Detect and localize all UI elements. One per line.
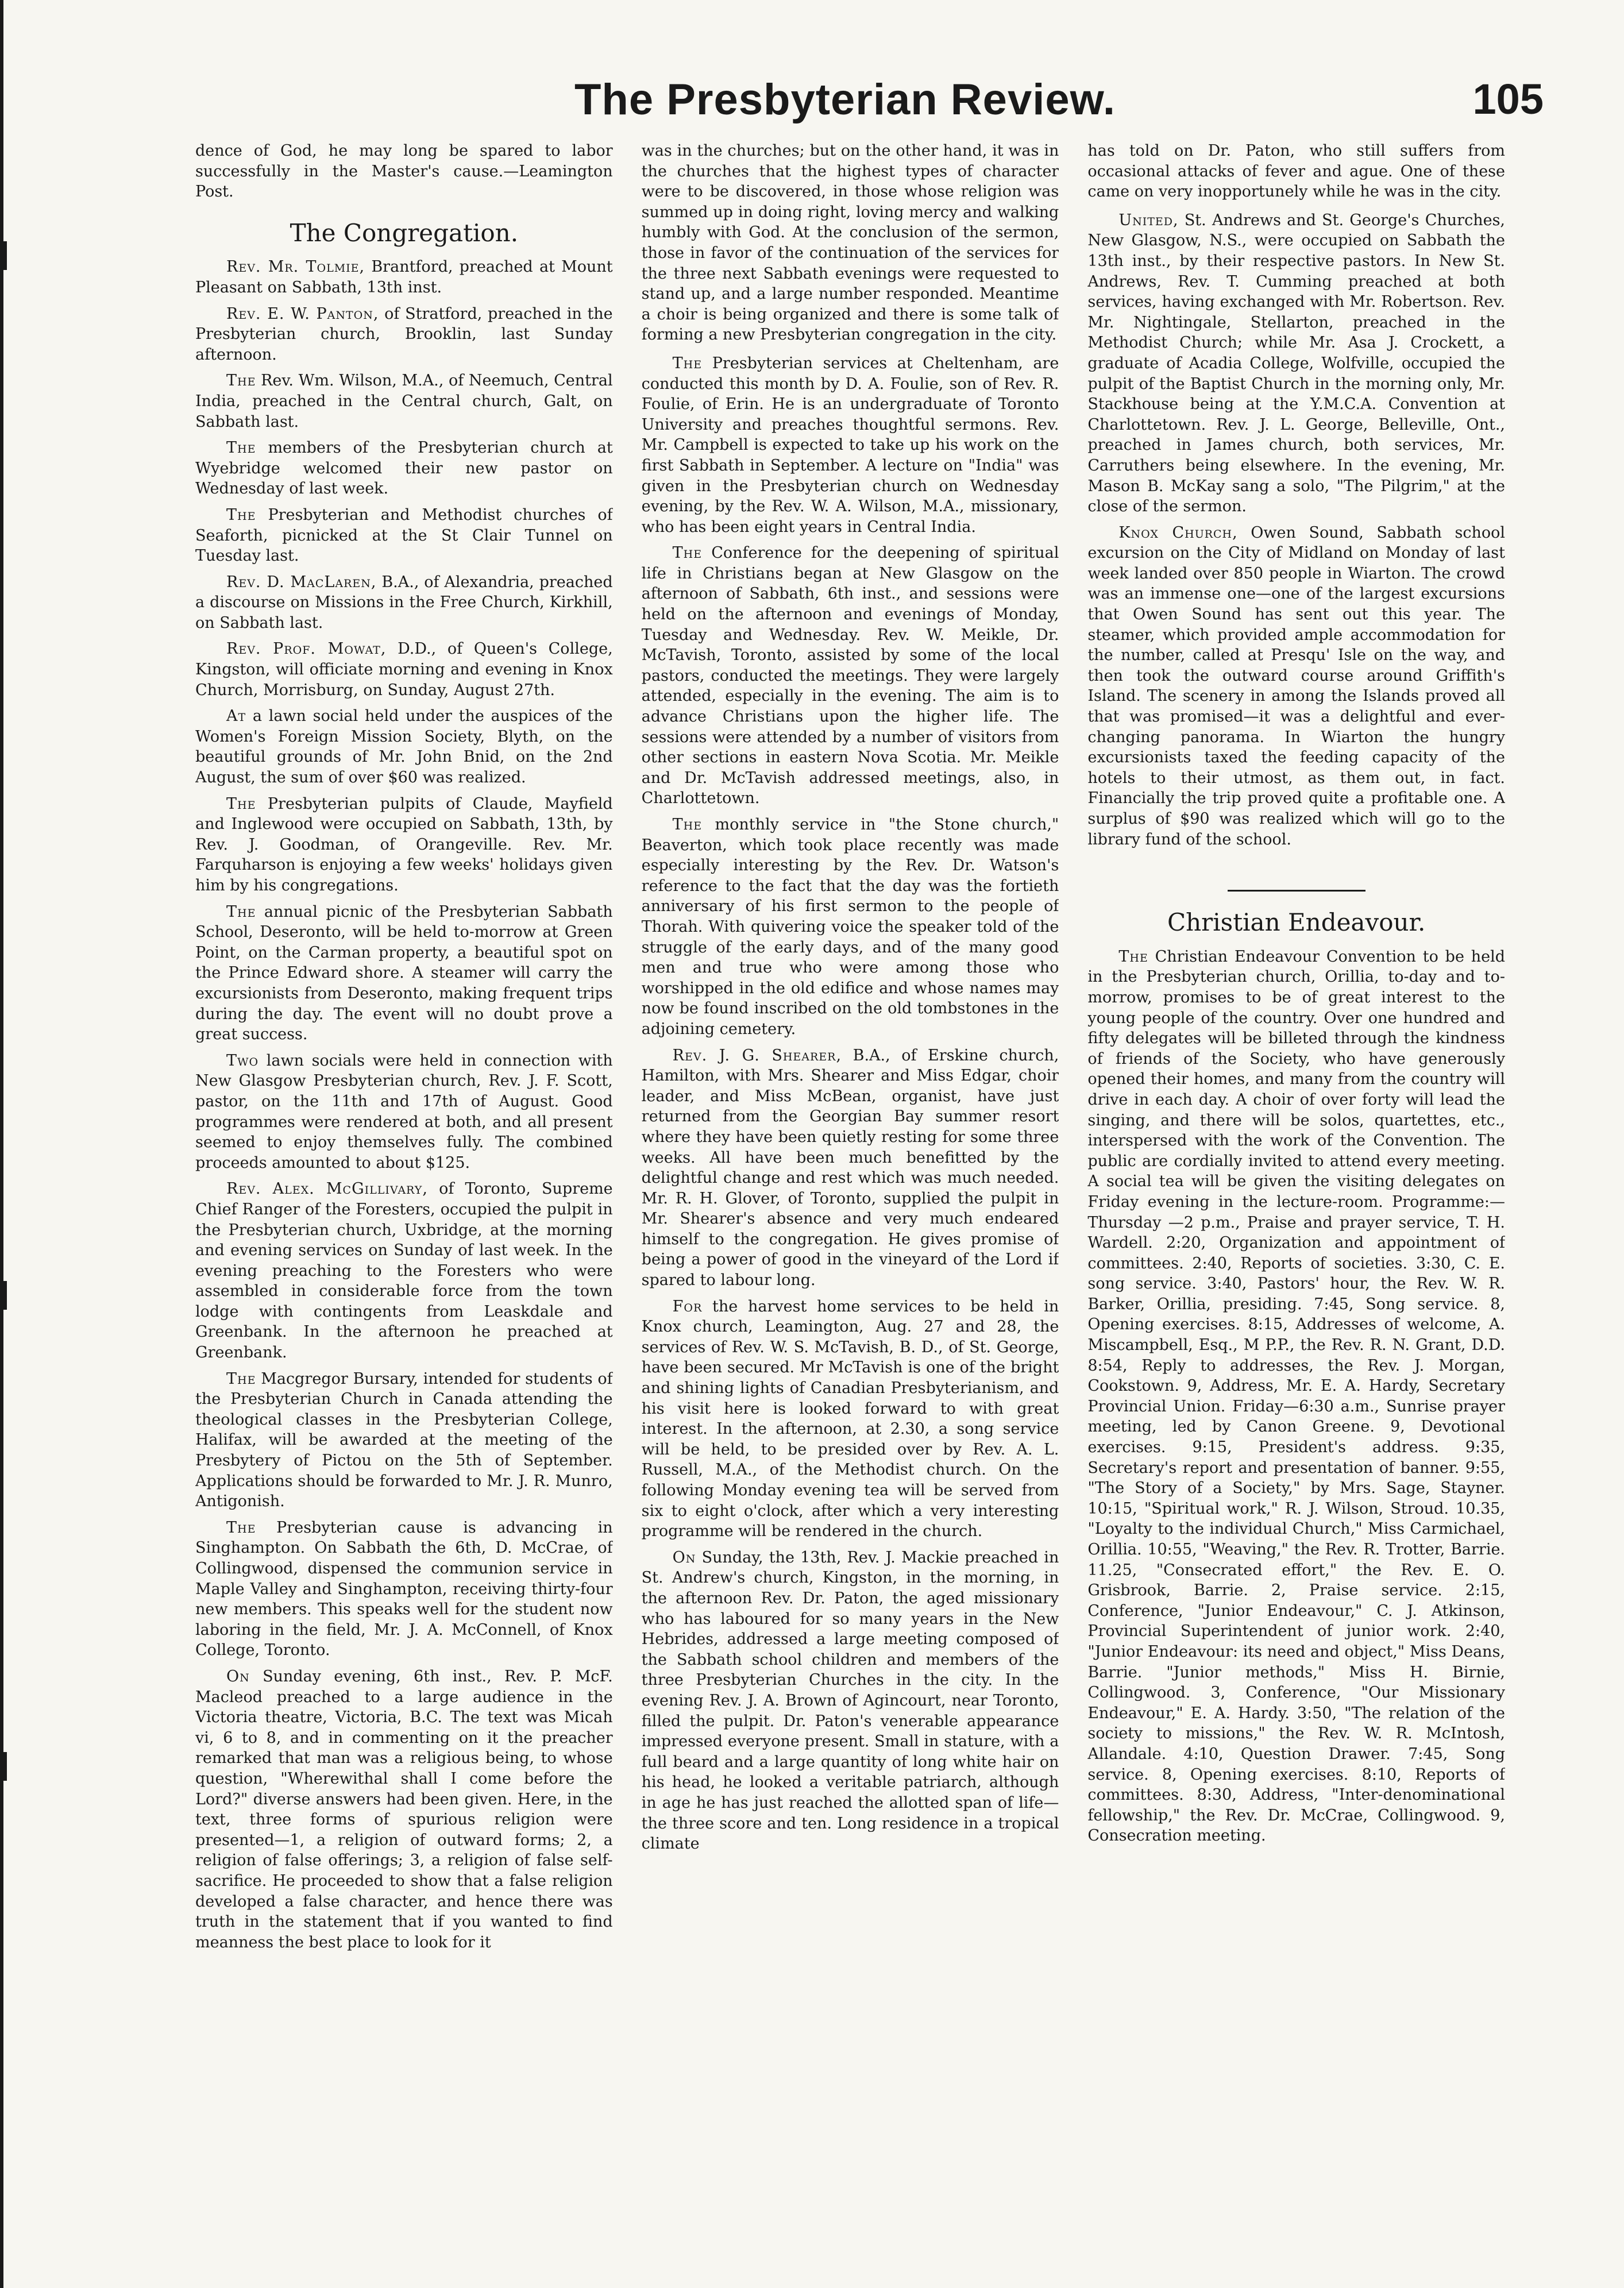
news-item-lead: The	[672, 816, 703, 834]
news-item	[195, 639, 613, 700]
section-divider	[1228, 890, 1365, 892]
news-item	[195, 1369, 613, 1512]
news-item	[195, 257, 613, 298]
news-item	[642, 543, 1059, 809]
news-item-text: Sunday evening, 6th inst., Rev. P. McF. Macleod preached to a large audience in the Victoria theatre, Victoria, B.C. The text was Micah vi, 6 to 8, and in commenting on it the preacher remarked that man was a religious being, to whose question, "Wherewithal shall I come before the Lord?" diverse answers had been given. Here, in the text, three forms of spurious religion were presented—1, a religion of outward forms; 2, a religion of false offerings; 3, a religion of false self-sacrifice. He proceeded to show that a false religion developed a false character, and hence there was truth in the statement that if you wanted to find meanness the best place to look for it	[195, 1667, 613, 1951]
news-item-lead: United,	[1118, 211, 1179, 229]
continued-paragraph: dence of God, he may long be spared to labor successfully in the Master's cause.—Leamington Post.	[195, 142, 613, 201]
news-item	[195, 794, 613, 896]
news-item-lead: Knox Church,	[1118, 523, 1238, 542]
news-item-text: Macgregor Bursary, intended for students of the Presbyterian Church in Canada attending the theological classes in the Presbyterian College, Halifax, will be awarded at the meeting of the Presbytery of Pictou on the 5th of September. Applications should be forwarded to Mr. J. R. Munro, Antigonish.	[195, 1369, 613, 1511]
news-item-text: Presbyterian and Methodist churches of Seaforth, picnicked at the St Clair Tunnel on Tuesday last.	[195, 506, 613, 565]
news-item-text: lawn socials were held in connection with New Glasgow Presbyterian church, Rev. J. F. Scott, pastor, on the 11th and 17th of August. Good programmes were rendered at both, and all present seemed to enjoy themselves fully. The combined proceeds amounted to about $125.	[195, 1051, 613, 1172]
news-item-lead: Rev. E. W. Panton,	[226, 304, 379, 323]
news-item-lead: Rev. D. MacLaren,	[226, 573, 377, 591]
news-item-text: Presbyterian services at Cheltenham, are conducted this month by D. A. Foulie, son of Rev. R. Foulie, of Erin. He is an undergraduate of Toronto University and preaches thoughtful sermons. Rev. Mr. Campbell is expected to take up his work on the first Sabbath in September. A lecture on "India" was given in the Presbyterian church on Wednesday evening, by the Rev. W. A. Wilson, M.A., missionary, who has been eight years in Central India.	[641, 354, 1059, 536]
news-item-lead: Rev. Prof. Mowat,	[226, 640, 387, 658]
news-item-text: Presbyterian pulpits of Claude, Mayfield and Inglewood were occupied on Sabbath, 13th, by Rev. J. Goodman, of Orangeville. Rev. Mr. Farquharson is enjoying a few weeks' holidays given him by his congregations.	[195, 794, 613, 894]
news-item-lead: Rev. J. G. Shearer,	[672, 1046, 842, 1064]
binding-mark	[3, 1752, 7, 1781]
news-item	[642, 815, 1059, 1040]
article-columns	[195, 141, 1505, 2151]
column-1	[195, 141, 613, 2151]
news-item	[195, 1051, 613, 1174]
news-item	[642, 1297, 1059, 1542]
news-item-lead: The	[226, 1518, 256, 1537]
news-item-lead: The	[226, 439, 256, 457]
section-heading-congregation: The Congregation.	[290, 218, 519, 247]
news-item	[1087, 947, 1505, 1846]
news-item-text: the harvest home services to be held in Knox church, Leamington, Aug. 27 and 28, the services of Rev. W. S. McTavish, B. D., of St. George, have been secured. Mr McTavish is one of the bright and shining lights of Canadian Presbyterianism, and his visit here is looked forward to with great interest. In the afternoon, at 2.30, a song service will be held, to be presided over by Rev. A. L. Russell, M.A., of the Methodist church. On the following Monday evening tea will be served from six to eight o'clock, after which a very interesting programme will be rendered in the church.	[641, 1297, 1059, 1541]
section-heading-christian-endeavour: Christian Endeavour.	[1167, 908, 1426, 937]
page-header	[195, 63, 1555, 132]
news-item-lead: On	[672, 1548, 696, 1567]
news-item-lead: The	[672, 354, 703, 372]
column-3	[1087, 141, 1505, 2151]
news-item	[642, 353, 1059, 537]
news-item	[1087, 523, 1505, 850]
news-item-text: B.A., of Erskine church, Hamilton, with Mrs. Shearer and Miss Edgar, choir leader, and Miss McBean, organist, have just returned from the Georgian Bay summer resort where they have been quietly resting for some three weeks. All have been much benefitted by the delightful change and rest which was much needed. Mr. R. H. Glover, of Toronto, supplied the pulpit in Mr. Shearer's absence and very much endeared himself to the congregation. He gives promise of being a power of good in the vineyard of the Lord if spared to labour long.	[641, 1046, 1059, 1290]
news-item	[195, 902, 613, 1045]
news-item-text: Brantford, preached at Mount Pleasant on Sabbath, 13th inst.	[195, 258, 613, 296]
news-item	[195, 505, 613, 566]
news-item	[195, 371, 613, 432]
news-item	[195, 304, 613, 365]
news-item-lead: Rev. Alex. McGillivary,	[226, 1180, 428, 1198]
news-item-lead: The	[226, 506, 256, 524]
news-item-text: monthly service in "the Stone church," Beaverton, which took place recently was made especially interesting by the Rev. Dr. Watson's reference to the fact that the day was the fortieth anniversary of his first sermon to the people of Thorah. With quivering voice the speaker told of the struggle of the early days, and of the many good men and true who were among those who worshipped in the old edifice and whose names may now be found inscribed on the old tombstones in the adjoining cemetery.	[641, 816, 1059, 1038]
news-item-text: of Toronto, Supreme Chief Ranger of the Foresters, occupied the pulpit in the Presbyterian church, Uxbridge, at the morning and evening services on Sunday of last week. In the evening preaching to the Foresters who were assembled in considerable force from the town lodge with contingents from Leaskdale and Greenbank. In the afternoon he preached at Greenbank.	[195, 1180, 613, 1362]
news-item-text: D.D., of Queen's College, Kingston, will officiate morning and evening in Knox Church, Morrisburg, on Sunday, August 27th.	[195, 640, 613, 699]
news-item-lead: Rev. Mr. Tolmie,	[226, 258, 365, 276]
news-item	[195, 1179, 613, 1363]
news-item-list	[1087, 210, 1505, 850]
news-item	[195, 1666, 613, 1953]
news-item-list	[1087, 947, 1505, 1846]
news-item-lead: The	[226, 794, 256, 813]
binding-mark	[3, 1281, 7, 1310]
news-item-text: Conference for the deepening of spiritual life in Christians began at New Glasgow on the afternoon of Sabbath, 6th inst., and sessions were held on the afternoon and evenings of Monday, Tuesday and Wednesday. Rev. W. Meikle, Dr. McTavish, Toronto, assisted by some of the local pastors, conducted the meetings. They were largely attended, especially in the evening. The aim is to advance Christians upon the higher life. The sessions were attended by a number of visitors from other sections in eastern Nova Scotia. Mr. Meikle and Dr. McTavish addressed meetings, also, in Charlottetown.	[641, 544, 1059, 808]
news-item-lead: The	[226, 902, 256, 921]
news-item-text: of Stratford, preached in the Presbyterian church, Brooklin, last Sunday afternoon.	[195, 304, 613, 364]
news-item-text: members of the Presbyterian church at Wyebridge welcomed their new pastor on Wednesday of last week.	[195, 439, 613, 498]
news-item-list	[195, 257, 613, 1953]
news-item	[195, 1518, 613, 1661]
news-item-text: Owen Sound, Sabbath school excursion on the City of Midland on Monday of last week landed over 850 people in Wiarton. The crowd was an immense one—one of the largest excursions that Owen Sound has sent out this year. The steamer, which provided ample accommodation for the number, called at Presqu' Isle on the way, and then took the outward course around Griffith's Island. The scenery in among the Islands proved all that was promised—it was a delightful and ever-changing panorama. In Wiarton the hungry excursionists taxed the feeding capacity of the hotels to their utmost, as them out, in fact. Financially the trip proved quite a profitable one. A surplus of $90 was realized which will go to the library fund of the school.	[1087, 523, 1506, 848]
news-item-lead: For	[672, 1297, 703, 1315]
page-binding-edge	[0, 0, 3, 2288]
publication-title: The Presbyterian Review.	[574, 75, 1116, 124]
news-item-lead: The	[672, 544, 703, 562]
news-item-text: B.A., of Alexandria, preached a discourse on Missions in the Free Church, Kirkhill, on Sabbath last.	[195, 573, 613, 632]
news-item-text: Rev. Wm. Wilson, M.A., of Neemuch, Central India, preached in the Central church, Galt, on Sabbath last.	[195, 372, 613, 431]
news-item-lead: At	[226, 707, 246, 726]
news-item-lead: The	[226, 1369, 256, 1388]
news-item-lead: The	[1118, 947, 1148, 966]
news-item-lead: Two	[226, 1051, 259, 1070]
news-item-text: Christian Endeavour Convention to be held in the Presbyterian church, Orillia, to-day and to-morrow, promises to be of great interest to the young people of the country. Over one hundred and fifty delegates will be billeted through the kindness of friends of the Society, who have generously opened their homes, and many from the country will drive in each day. A choir of over forty will lead the singing, and there will be solos, quartettes, etc., interspersed with the work of the Convention. The public are cordially invited to attend every meeting. A social tea will be given the visiting delegates on Friday evening in the lecture-room. Programme:—Thursday —2 p.m., Praise and prayer service, T. H. Wardell. 2:20, Organization and appointment of committees. 2:40, Reports of societies. 3:30, C. E. song service. 3:40, Pastors' hour, the Rev. W. R. Barker, Orillia, presiding. 7:45, Song service. 8, Opening exercises. 8:15, Addresses of welcome, A. Miscampbell, Esq., M P.P., the Rev. R. N. Grant, D.D. 8:54, Reply to addresses, the Rev. J. Morgan, Cookstown. 9, Address, Mr. E. A. Hardy, Secretary Provincial Union. Friday—6:30 a.m., Sunrise prayer meeting, led by Canon Greene. 9, Devotional exercises. 9:15, President's address. 9:35, Secretary's report and presentation of banner. 9:55, "The Story of a Society," by Mrs. Sage, Stayner. 10:15, "Spiritual work," R. J. Wilson, Stroud. 10.35, "Loyalty to the individual Church," Miss Carmichael, Orillia. 10:55, "Weaving," the Rev. R. Trotter, Barrie. 11.25, "Consecrated effort," the Rev. E. O. Grisbrook, Barrie. 2, Praise service. 2:15, Conference, "Junior Endeavour," C. J. Atkinson, Provincial Superintendent of junior work. 2:40, "Junior Endeavour: its need and object," Miss Deans, Barrie. "Junior methods," Miss H. Birnie, Collingwood. 3, Conference, "Our Missionary Endeavour," E. A. Hardy. 3:50, "The relation of the society to missions," the Rev. W. R. McIntosh, Allandale. 4:10, Question Drawer. 7:45, Song service. 8, Opening exercises. 8:10, Reports of committees. 8:30, Address, "Inter-denominational fellowship," the Rev. Dr. McCrae, Collingwood. 9, Consecration meeting.	[1087, 947, 1506, 1845]
page-number: 105	[1472, 75, 1544, 123]
binding-mark	[3, 241, 7, 270]
news-item-lead: The	[226, 372, 256, 390]
news-item-text: a lawn social held under the auspices of the Women's Foreign Mission Society, Blyth, on the beautiful grounds of Mr. John Bnid, on the 2nd August, the sum of over $60 was realized.	[195, 707, 613, 787]
news-item	[642, 1045, 1059, 1291]
news-item-text: Sunday, the 13th, Rev. J. Mackie preached in St. Andrew's church, Kingston, in the morning, in the afternoon Rev. Dr. Paton, the aged missionary who has laboured for so many years in the New Hebrides, addressed a large meeting composed of the Sabbath school children and members of the three Presbyterian Churches in the city. In the evening Rev. J. A. Brown of Agincourt, near Toronto, filled the pulpit. Dr. Paton's venerable appearance impressed everyone present. Small in stature, with a full beard and a large quantity of long white hair on his head, he looked a veritable patriarch, although in age he has just reached the allotted span of life—the three score and ten. Long residence in a tropical climate	[641, 1548, 1059, 1853]
column-2	[642, 141, 1059, 2151]
continued-paragraph: was in the churches; but on the other hand, it was in the churches that the highest types of character were to be discovered, in those whose religion was summed up in doing right, loving mercy and walking humbly with God. At the conclusion of the sermon, those in favor of the continuation of the services for the three next Sabbath evenings were requested to stand up, and a large number responded. Meantime a choir is being organized and there is some talk of forming a new Presbyterian congregation in the city.	[641, 142, 1059, 344]
continued-paragraph: has told on Dr. Paton, who still suffers from occasional attacks of fever and ague. One of these came on very inopportunely while he was in the city.	[1087, 142, 1506, 201]
news-item-list	[642, 353, 1059, 1854]
news-item-text: St. Andrews and St. George's Churches, New Glasgow, N.S., were occupied on Sabbath the 13th inst., by their respective pastors. In New St. Andrews, Rev. T. Cumming preached at both services, having exchanged with Mr. Robertson. Rev. Mr. Nightingale, Stellarton, preached in the Methodist Church; while Mr. Asa J. Crockett, a graduate of Acadia College, Wolfville, occupied the pulpit of the Baptist Church in the morning only, Mr. Stackhouse being at the Y.M.C.A. Convention at Charlottetown. Rev. J. L. George, Belleville, Ont., preached in James church, both services, Mr. Carruthers being elsewhere. In the evening, Mr. Mason B. McKay sang a solo, "The Pilgrim," at the close of the sermon.	[1087, 211, 1506, 516]
news-item	[195, 572, 613, 634]
news-item-text: Presbyterian cause is advancing in Singhampton. On Sabbath the 6th, D. McCrae, of Collingwood, dispensed the communion service in Maple Valley and Singhampton, receiving thirty-four new members. This speaks well for the student now laboring in the field, Mr. J. A. McConnell, of Knox College, Toronto.	[195, 1518, 613, 1660]
news-item	[1087, 210, 1505, 517]
news-item	[195, 438, 613, 499]
news-item	[195, 706, 613, 788]
news-item	[642, 1548, 1059, 1854]
news-item-lead: On	[226, 1667, 250, 1685]
news-item-text: annual picnic of the Presbyterian Sabbath School, Deseronto, will be held to-morrow at Green Point, on the Carman property, a beautiful spot on the Prince Edward shore. A steamer will carry the excursionists from Deseronto, making frequent trips during the day. The event will no doubt prove a great success.	[195, 902, 613, 1044]
